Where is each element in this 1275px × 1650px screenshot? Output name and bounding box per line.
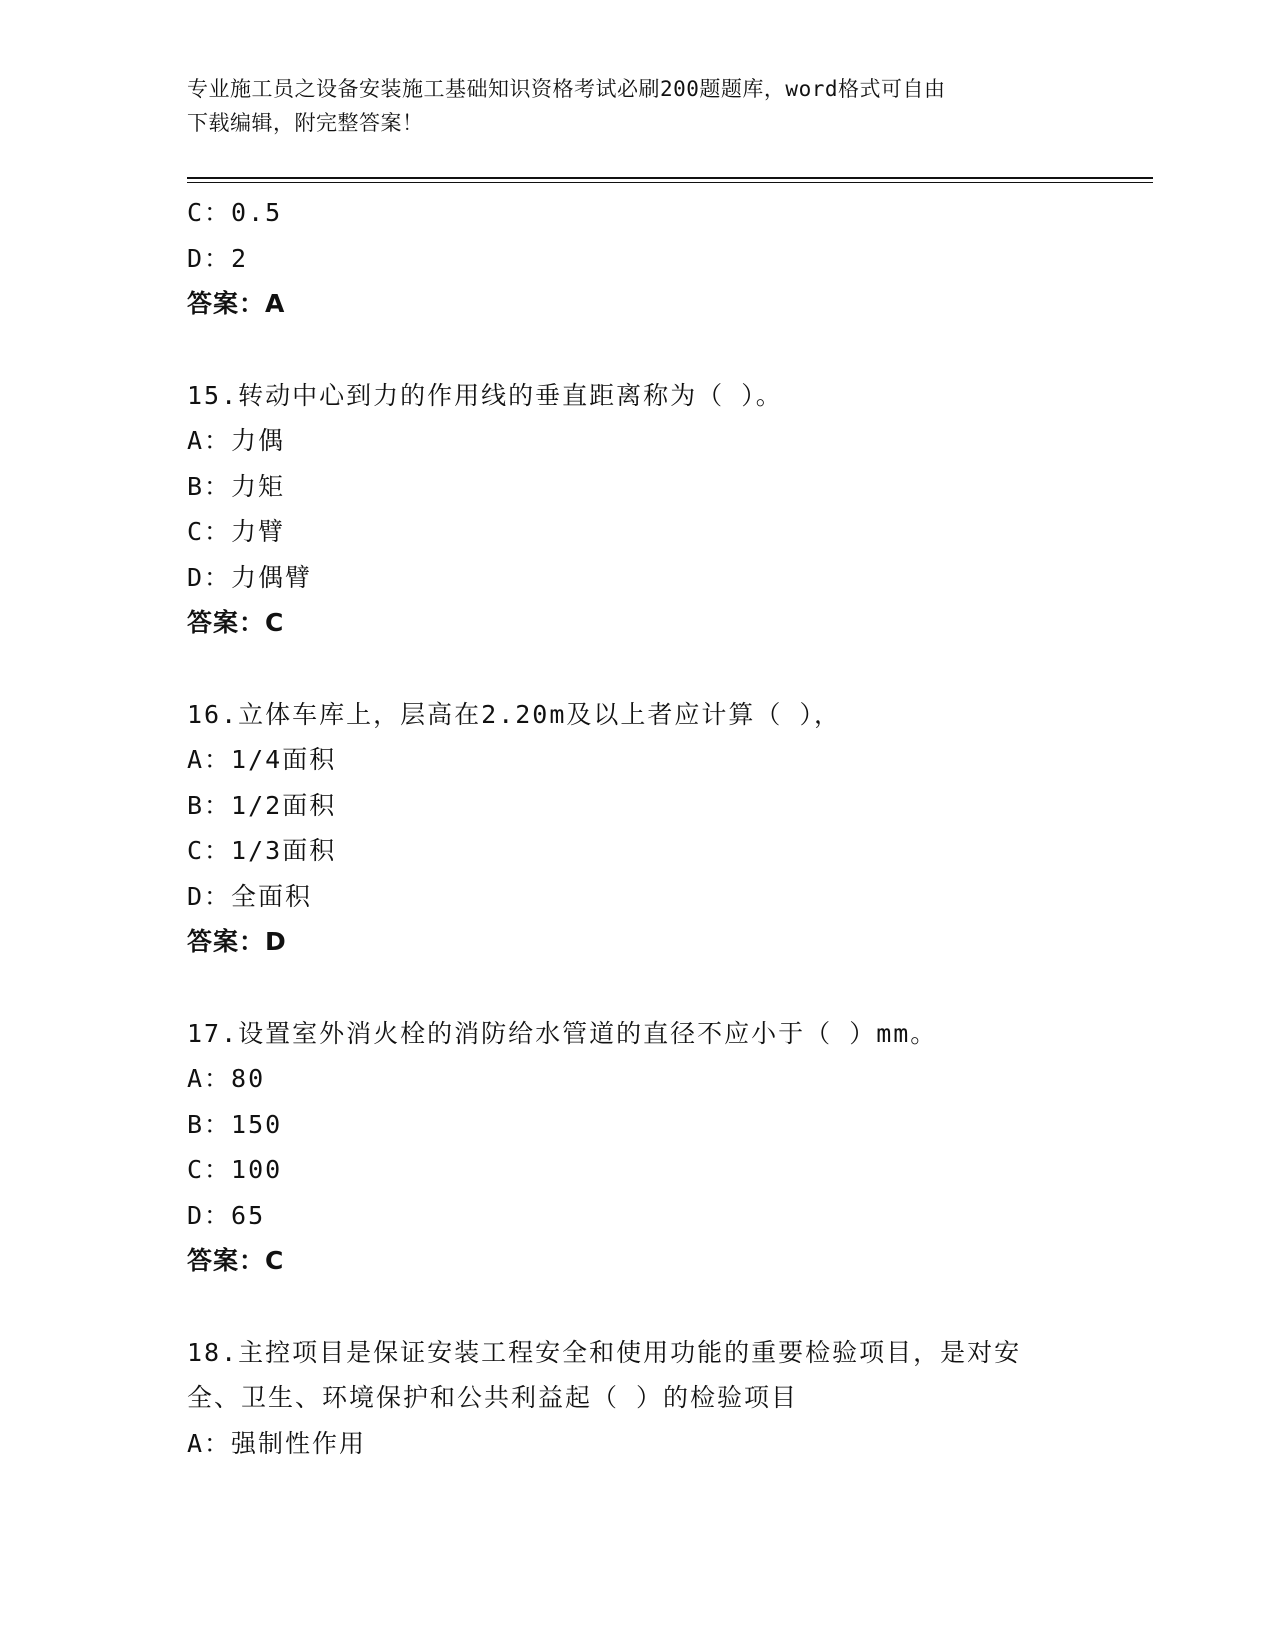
- spacer: [187, 1284, 1087, 1330]
- question-18: [187, 1330, 1087, 1467]
- spacer: [187, 327, 1087, 373]
- option-d: D：2: [187, 243, 249, 273]
- header-rule-thin: [187, 182, 1153, 183]
- option-b: B：150: [187, 1109, 283, 1139]
- previous-question-tail: [187, 190, 1087, 327]
- answer-line: 答案：C: [187, 608, 285, 637]
- header-title-line-1: 专业施工员之设备安装施工基础知识资格考试必刷200题题库，word格式可自由: [187, 77, 946, 101]
- answer-line: 答案：C: [187, 1246, 285, 1275]
- option-a: A：强制性作用: [187, 1428, 367, 1458]
- option-d: D：力偶臂: [187, 562, 313, 592]
- option-a: A：80: [187, 1064, 266, 1093]
- option-c: C：1/3面积: [187, 836, 337, 865]
- spacer: [187, 646, 1087, 692]
- option-a: A：力偶: [187, 426, 286, 455]
- question-16: [187, 692, 1087, 965]
- header-title-line-2: 下载编辑，附完整答案！: [187, 111, 424, 135]
- option-b: B：1/2面积: [187, 790, 337, 820]
- answer-line: 答案：A: [187, 289, 286, 318]
- question-stem: 16.立体车库上，层高在2.20m及以上者应计算（ ），: [187, 699, 841, 729]
- option-b: B：力矩: [187, 471, 286, 501]
- question-17: [187, 1011, 1087, 1284]
- question-stem: 17.设置室外消火栓的消防给水管道的直径不应小于（ ）mm。: [187, 1018, 938, 1048]
- spacer: [187, 965, 1087, 1011]
- option-c: C：力臂: [187, 517, 286, 546]
- document-header: [187, 72, 1087, 140]
- question-stem-line-2: 全、卫生、环境保护和公共利益起（ ）的检验项目: [187, 1383, 799, 1412]
- option-c: C：100: [187, 1155, 283, 1184]
- question-15: [187, 373, 1087, 646]
- answer-line: 答案：D: [187, 927, 287, 956]
- option-c: C：0.5: [187, 198, 283, 227]
- option-a: A：1/4面积: [187, 745, 337, 774]
- option-d: D：全面积: [187, 881, 313, 911]
- option-d: D：65: [187, 1200, 266, 1230]
- header-rule-thick: [187, 177, 1153, 179]
- question-stem: 15.转动中心到力的作用线的垂直距离称为（ ）。: [187, 380, 783, 410]
- question-stem-line-1: 18.主控项目是保证安装工程安全和使用功能的重要检验项目，是对安: [187, 1337, 1022, 1367]
- document-body: [187, 190, 1087, 1466]
